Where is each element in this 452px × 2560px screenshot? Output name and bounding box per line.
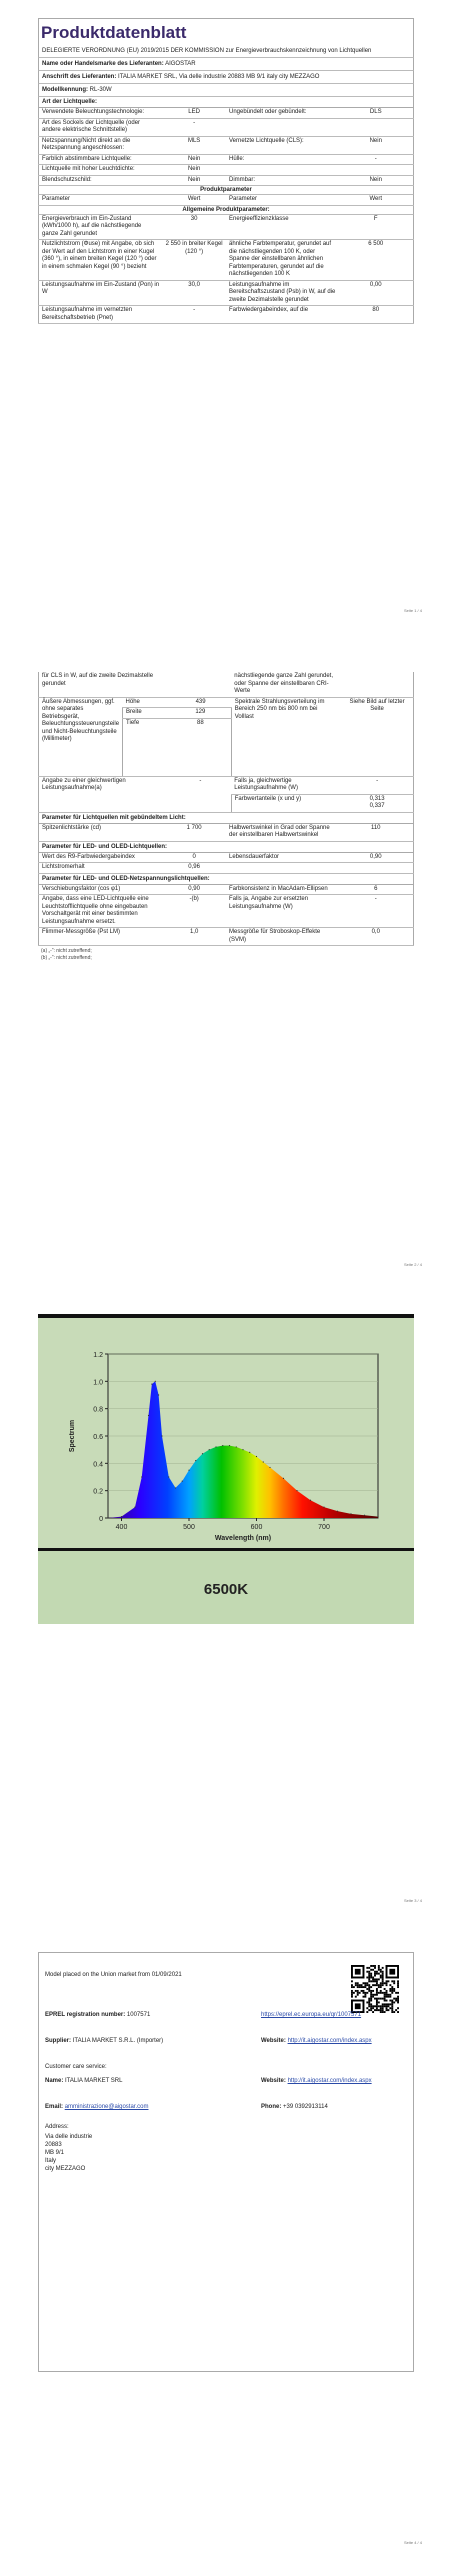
height-value: 439	[170, 697, 231, 708]
led-header: Parameter für LED- und OLED-Lichtquellen:	[38, 842, 414, 853]
email-label: Email:	[45, 2104, 64, 2110]
y-tick-label: 0.4	[93, 1461, 103, 1469]
spectrum-point	[283, 1478, 284, 1479]
spectrum-point	[256, 1456, 257, 1457]
x-tick-label: 700	[318, 1524, 330, 1531]
chroma-y: 0,337	[369, 803, 385, 809]
spectrum-point	[195, 1460, 196, 1461]
table-row	[39, 824, 414, 842]
x-tick-label: 500	[183, 1524, 195, 1531]
y-tick-label: 1.0	[93, 1379, 103, 1387]
general-row-cell-a: Nutzlichtstrom (Φuse) mit Angabe, ob sich der Wert auf den Lichtstrom in einer Kugel (360 °), in einem breiten Kegel (120 °) oder in einem schmalen Kegel (90 °) bezieht	[39, 240, 163, 281]
led-row-cell-d: 0,90	[339, 853, 414, 863]
general-row-cell-b: 30	[162, 215, 226, 240]
spectrum-point	[148, 1415, 149, 1416]
col-value-2: Wert	[339, 195, 414, 205]
general-row-cell-c: ähnliche Farbtemperatur, gerundet auf die nächstliegenden 100 K, oder Spanne der einstellbaren ähnlichen Farbtemperaturen, gerundet auf die nächstliegenden 100 K	[226, 240, 339, 281]
type-row-cell-d: -	[339, 154, 414, 165]
depth-label: Tiefe	[123, 718, 170, 776]
eprel-label: EPREL registration number:	[45, 2012, 126, 2018]
led-mains-row-cell-c: Messgröße für Stroboskop-Effekte (SVM)	[226, 928, 339, 946]
supplier-line	[45, 2037, 163, 2045]
type-row-cell-b: MLS	[162, 136, 226, 154]
general-row-cell-b: -	[162, 306, 226, 324]
led-mains-row-cell-c: Falls ja, Angabe zur ersetzten Leistungsaufnahme (W)	[226, 895, 339, 928]
type-row-cell-c	[226, 165, 339, 176]
width-label: Breite	[123, 708, 170, 719]
supplier-value: ITALIA MARKET S.R.L. (Importer)	[72, 2038, 164, 2044]
address-label: Address:	[45, 2124, 69, 2130]
spectrum-point	[350, 1513, 351, 1514]
spectrum-point	[161, 1435, 162, 1436]
spectrum-point	[263, 1461, 264, 1462]
spectrum-point	[296, 1490, 297, 1491]
general-row-cell-c: Farbwiedergabeindex, auf die	[226, 306, 339, 324]
spectrum-point	[337, 1511, 338, 1512]
address-line: MB 9/1	[45, 2150, 65, 2156]
general-params-header: Allgemeine Produktparameter:	[38, 206, 414, 215]
eprel-value: 1007571	[126, 2012, 151, 2018]
spectrum-chart	[38, 1314, 414, 1620]
col-param-1: Parameter	[39, 195, 163, 205]
placed-on-market: Model placed on the Union market from 01/09/2021	[45, 1972, 182, 1978]
equiv-power-label: Falls ja, gleichwertige Leistungsaufnahme (W)	[231, 776, 341, 794]
height-label: Höhe	[123, 697, 170, 708]
eprel-line	[45, 2011, 150, 2019]
type-row-cell-d: Nein	[339, 136, 414, 154]
y-tick-label: 0.6	[93, 1434, 103, 1441]
general-row-cell-a: Leistungsaufnahme im vernetzten Bereitschaftsbetrieb (Pnet)	[39, 306, 163, 324]
type-row-cell-a: Verwendete Beleuchtungstechnologie:	[39, 108, 163, 118]
led-mains-row-cell-b: 1,0	[162, 928, 226, 946]
beam-angle-label: Halbwertswinkel in Grad oder Spanne der einstellbaren Halbwertswinkel	[226, 824, 339, 842]
spectrum-point	[215, 1446, 216, 1447]
type-row-cell-a: Farblich abstimmbare Lichtquelle:	[39, 154, 163, 165]
spectrum-point	[188, 1470, 189, 1471]
y-tick-label: 0.8	[93, 1406, 103, 1414]
page-number-1: Seite 1 / 4	[403, 608, 422, 613]
general-row-cell-d: 0,00	[339, 280, 414, 306]
general-row-cell-c: Energieeffizienzklasse	[226, 215, 339, 240]
led-mains-row-cell-d: -	[339, 895, 414, 928]
led-mains-row-cell-b: -(b)	[162, 895, 226, 928]
type-row-cell-b: -	[162, 118, 226, 136]
eprel-link[interactable]: https://eprel.ec.europa.eu/qr/1007571	[261, 2012, 362, 2018]
spectrum-point	[323, 1506, 324, 1507]
table-row	[39, 672, 414, 697]
type-row-cell-c: Dimmbar:	[226, 175, 339, 186]
model-value: RL-30W	[89, 87, 112, 93]
page-number-4: Seite 4 / 4	[403, 2540, 422, 2545]
website-label: Website:	[261, 2038, 286, 2044]
row-cont-value	[170, 672, 231, 697]
page-4	[38, 1952, 414, 2372]
type-row-cell-b: LED	[162, 108, 226, 118]
general-row	[39, 240, 414, 281]
footnotes	[38, 946, 414, 964]
footnote-b: (b) „-“: nicht zutreffend;	[41, 955, 92, 961]
led-mains-row-cell-d: 0,0	[339, 928, 414, 946]
chroma-values	[341, 794, 413, 812]
supplier-label: Supplier:	[45, 2038, 72, 2044]
y-tick-label: 1.2	[93, 1352, 103, 1359]
general-row-cell-a: Energieverbrauch im Ein-Zustand (kWh/1000 h), auf die nächstliegende ganze Zahl gerundet	[39, 215, 163, 240]
page-number-2: Seite 2 / 4	[403, 1262, 422, 1267]
name-line	[45, 2077, 122, 2085]
spectrum-point	[249, 1452, 250, 1453]
type-row-cell-a: Blendschutzschild:	[39, 175, 163, 186]
address-line: Via delle industrie	[45, 2134, 93, 2140]
spectrum-point	[155, 1381, 156, 1382]
product-params-header: Produktparameter	[38, 186, 414, 195]
general-row-cell-d: 6 500	[339, 240, 414, 281]
led-row	[39, 863, 414, 874]
chroma-label: Farbwertanteile (x und y)	[231, 794, 341, 812]
depth-value: 88	[170, 718, 231, 776]
led-mains-row-cell-a: Flimmer-Messgröße (Pst LM)	[39, 928, 163, 946]
supplier-label: Name oder Handelsmarke des Lieferanten:	[42, 61, 164, 67]
spectrum-point	[222, 1445, 223, 1446]
model-line	[38, 84, 414, 97]
general-table	[38, 215, 414, 325]
type-row-cell-d: Nein	[339, 175, 414, 186]
page2-table-top	[38, 672, 414, 813]
chroma-x: 0,313	[369, 795, 385, 802]
led-mains-row	[39, 895, 414, 928]
spectrum-point	[158, 1394, 159, 1395]
footnote-a: (a) „-“: nicht zutreffend;	[41, 948, 92, 954]
phone-value: +39 0392913114	[283, 2104, 328, 2110]
row-cont-param: für CLS in W, auf die zweite Dezimalstelle gerundet	[39, 672, 170, 697]
spectral-label: Spektrale Strahlungsverteilung im Bereich 250 nm bis 800 nm bei Volllast	[231, 697, 341, 776]
peak-intensity-value: 1 700	[162, 824, 226, 842]
x-axis-label: Wavelength (nm)	[214, 1535, 272, 1542]
type-row	[39, 175, 414, 186]
spectrum-point	[168, 1476, 169, 1477]
address-line: 20883	[45, 2142, 62, 2148]
led-mains-row-cell-a: Verschiebungsfaktor (cos φ1)	[39, 885, 163, 895]
regulation-text: DELEGIERTE VERORDNUNG (EU) 2019/2015 DER KOMMISSION zur Energieverbrauchskennzeichnung von Lichtquellen	[38, 45, 414, 58]
type-row-cell-c: Hülle:	[226, 154, 339, 165]
general-row-cell-c: Leistungsaufnahme im Bereitschaftszustand (Psb) in W, auf die zweite Dezimalstelle gerundet	[226, 280, 339, 306]
led-row-cell-b: 0	[162, 853, 226, 863]
spectrum-point	[202, 1453, 203, 1454]
equiv-label: Angabe zu einer gleichwertigen Leistungsaufnahme(a)	[39, 776, 170, 812]
contact-frame	[38, 1952, 414, 2372]
spectrum-point	[377, 1516, 378, 1517]
y-axis-label: Spectrum	[69, 1419, 76, 1453]
general-row-cell-b: 2 550 in breiter Kegel (120 °)	[162, 240, 226, 281]
led-row	[39, 853, 414, 863]
type-row-cell-c: Vernetzte Lichtquelle (CLS):	[226, 136, 339, 154]
supplier-line	[38, 58, 414, 71]
website-line	[261, 2037, 409, 2045]
led-row-cell-d	[339, 863, 414, 874]
led-table	[38, 853, 414, 874]
address-line: Italy	[45, 2158, 57, 2164]
general-row-cell-d: F	[339, 215, 414, 240]
spectrum-point	[182, 1481, 183, 1482]
type-row-cell-d	[339, 118, 414, 136]
directional-table	[38, 824, 414, 842]
type-row-cell-b: Nein	[162, 165, 226, 176]
type-row-cell-d	[339, 165, 414, 176]
led-mains-row	[39, 885, 414, 895]
website-link[interactable]: http://it.aigostar.com/index.aspx	[287, 2038, 372, 2044]
y-tick-label: 0	[99, 1516, 103, 1523]
name-label: Name:	[45, 2078, 64, 2084]
equiv-power-value: -	[341, 776, 413, 794]
led-mains-row-cell-b: 0,90	[162, 885, 226, 895]
peak-intensity-label: Spitzenlichtstärke (cd)	[39, 824, 163, 842]
led-mains-header: Parameter für LED- und OLED-Netzspannungslichtquellen:	[38, 874, 414, 885]
type-row-cell-a: Netzspannung/Nicht direkt an die Netzspannung angeschlossen:	[39, 136, 163, 154]
phone-label: Phone:	[261, 2104, 282, 2110]
spectrum-point	[229, 1445, 230, 1446]
directional-header: Parameter für Lichtquellen mit gebündeltem Licht:	[38, 813, 414, 824]
website2-line	[261, 2077, 409, 2085]
type-row-cell-d: DLS	[339, 108, 414, 118]
type-row	[39, 118, 414, 136]
page-3	[38, 1314, 414, 1620]
color-temperature-label: 6500K	[38, 1548, 414, 1624]
type-row	[39, 108, 414, 118]
y-tick-label: 0.2	[93, 1488, 103, 1496]
col-value-1: Wert	[162, 195, 226, 205]
address-value: ITALIA MARKET SRL, Via delle industrie 20883 MB 9/1 italy city MEZZAGO	[118, 74, 320, 80]
spectrum-point	[364, 1515, 365, 1516]
email-link[interactable]: amministrazione@aigostar.com	[64, 2104, 149, 2110]
name-value: ITALIA MARKET SRL	[65, 2078, 123, 2084]
width-value: 129	[170, 708, 231, 719]
led-row-cell-c	[226, 863, 339, 874]
led-row-cell-b: 0,96	[162, 863, 226, 874]
type-row-cell-c	[226, 118, 339, 136]
type-row-cell-a: Art des Sockels der Lichtquelle (oder andere elektrische Schnittstelle)	[39, 118, 163, 136]
led-row-cell-a: Lichtstromerhalt	[39, 863, 163, 874]
qr-code-icon[interactable]	[351, 1965, 399, 2013]
type-row-cell-b: Nein	[162, 154, 226, 165]
spectrum-point	[107, 1517, 108, 1518]
type-row-cell-a: Lichtquelle mit hoher Leuchtdichte:	[39, 165, 163, 176]
general-row	[39, 215, 414, 240]
page-1	[38, 18, 414, 324]
spectrum-point	[175, 1487, 176, 1488]
general-row	[39, 280, 414, 306]
row-cont-value2	[341, 672, 413, 697]
general-row-cell-b: 30,0	[162, 280, 226, 306]
led-mains-row	[39, 928, 414, 946]
general-row	[39, 306, 414, 324]
x-tick-label: 600	[250, 1524, 263, 1531]
beam-angle-value: 110	[339, 824, 414, 842]
type-row	[39, 154, 414, 165]
spectrum-point	[121, 1516, 122, 1517]
spectrum-point	[209, 1449, 210, 1450]
spectrum-point	[269, 1467, 270, 1468]
website2-link[interactable]: http://it.aigostar.com/index.aspx	[287, 2078, 372, 2084]
led-row-cell-a: Wert des R9-Farbwiedergabeindex	[39, 853, 163, 863]
x-tick-label: 400	[115, 1524, 128, 1531]
spectrum-svg	[38, 1318, 414, 1548]
supplier-value: AIGOSTAR	[165, 61, 196, 67]
spectrum-point	[141, 1476, 142, 1477]
type-table	[38, 108, 414, 186]
type-row-cell-b: Nein	[162, 175, 226, 186]
address-line: city MEZZAGO	[45, 2166, 86, 2172]
led-mains-row-cell-d: 6	[339, 885, 414, 895]
col-param-2: Parameter	[226, 195, 339, 205]
type-row	[39, 165, 414, 176]
page-2	[38, 672, 414, 964]
email-line	[45, 2103, 148, 2111]
table-row	[39, 776, 414, 794]
params-col-header	[38, 195, 414, 206]
dimensions-label: Äußere Abmessungen, ggf. ohne separates Betriebsgerät, Beleuchtungssteuerungsteile und Nicht-Beleuchtungsteile (Millimeter)	[39, 697, 123, 776]
general-row-cell-d: 80	[339, 306, 414, 324]
address-block	[45, 2133, 92, 2173]
led-mains-row-cell-a: Angabe, dass eine LED-Lichtquelle eine Leuchtstofflichtquelle ohne eingebauten Vorschaltgerät mit einer bestimmten Leistungsaufnahme ersetzt.	[39, 895, 163, 928]
model-label: Modellkennung:	[42, 87, 88, 93]
led-row-cell-c: Lebensdauerfaktor	[226, 853, 339, 863]
website2-label: Website:	[261, 2078, 286, 2084]
type-row-cell-c: Ungebündelt oder gebündelt:	[226, 108, 339, 118]
customer-service-label: Customer care service:	[45, 2064, 107, 2070]
equiv-value: -	[170, 776, 231, 812]
phone-line	[261, 2103, 328, 2111]
spectrum-point	[134, 1506, 135, 1507]
spectral-value: Siehe Bild auf letzter Seite	[341, 697, 413, 776]
light-source-type-header: Art der Lichtquelle:	[38, 97, 414, 108]
document-title: Produktdatenblatt	[38, 18, 414, 45]
spectrum-point	[151, 1383, 152, 1384]
address-label: Anschrift des Lieferanten:	[42, 74, 117, 80]
address-line	[38, 71, 414, 84]
type-row	[39, 136, 414, 154]
spectrum-point	[242, 1449, 243, 1450]
spectrum-point	[310, 1500, 311, 1501]
page-number-3: Seite 3 / 4	[403, 1898, 422, 1903]
table-row	[39, 697, 414, 708]
row-cont-param2: nächstliegende ganze Zahl gerundet, oder Spanne der einstellbaren CRI-Werte	[231, 672, 341, 697]
spectrum-point	[236, 1446, 237, 1447]
led-mains-row-cell-c: Farbkonsistenz in MacAdam-Ellipsen	[226, 885, 339, 895]
general-row-cell-a: Leistungsaufnahme im Ein-Zustand (Pon) in W	[39, 280, 163, 306]
led-mains-table	[38, 885, 414, 947]
